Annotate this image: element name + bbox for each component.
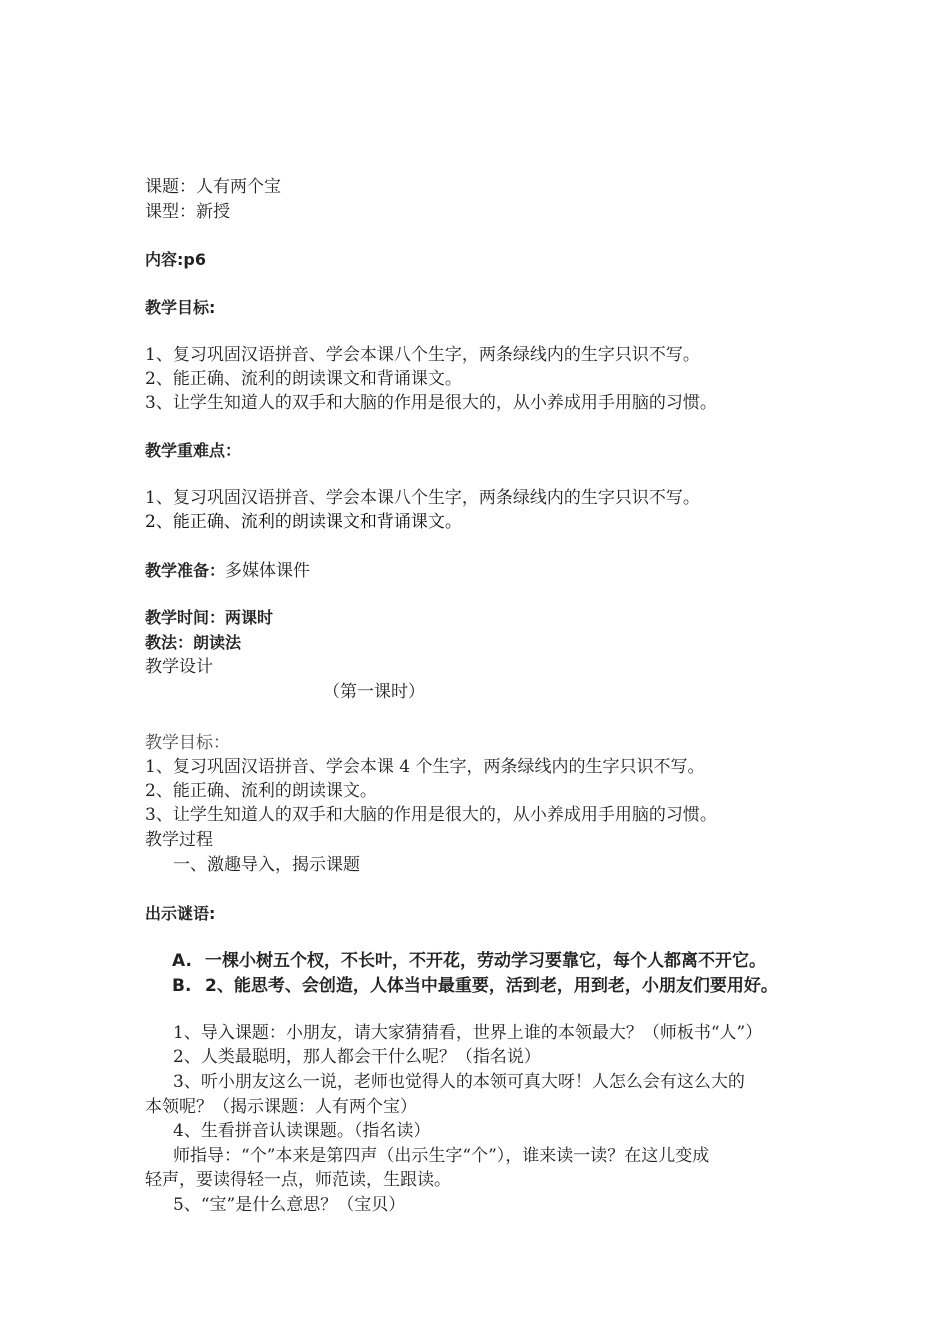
process-line: 1、导入课题：小朋友，请大家猜猜看，世界上谁的本领最大？（师板书“人”） — [173, 1023, 763, 1043]
goals-heading: 教学目标: — [145, 298, 216, 317]
method-line: 教法：朗读法 — [145, 633, 242, 652]
time-line: 教学时间：两课时 — [145, 608, 274, 627]
process-line: 3、听小朋友这么一说，老师也觉得人的本领可真大呀！人怎么会有这么大的 — [173, 1072, 745, 1092]
process-line: 2、人类最聪明，那人都会干什么呢？（指名说） — [173, 1047, 541, 1067]
content-line: 内容:p6 — [145, 250, 206, 269]
lesson-type-line: 课型：新授 — [145, 202, 230, 222]
riddle-marker: B. — [172, 976, 192, 996]
process-line: 师指导：“个”本来是第四声（出示生字“个”），谁来读一读？在这儿变成 — [173, 1146, 710, 1166]
period-label: （第一课时） — [323, 682, 425, 702]
design-goals-heading: 教学目标： — [145, 733, 230, 753]
process-line: 本领呢？（揭示课题：人有两个宝） — [145, 1097, 417, 1117]
key-point-item: 2、能正确、流利的朗读课文和背诵课文。 — [145, 512, 462, 532]
prep-label: 教学准备： — [145, 561, 226, 580]
riddle-text: 2、能思考、会创造，人体当中最重要，活到老，用到老，小朋友们要用好。 — [205, 976, 778, 996]
process-line: 轻声，要读得轻一点，师范读，生跟读。 — [145, 1170, 451, 1190]
riddle-marker: A. — [172, 951, 192, 971]
process-heading: 教学过程 — [145, 830, 213, 850]
riddle-heading: 出示谜语: — [145, 904, 216, 923]
riddle-text: 一棵小树五个杈，不长叶，不开花，劳动学习要靠它，每个人都离不开它。 — [205, 951, 766, 971]
process-line: 5、“宝”是什么意思？（宝贝） — [173, 1195, 406, 1215]
goal-item: 2、能正确、流利的朗读课文和背诵课文。 — [145, 369, 462, 389]
process-step-title: 一、激趣导入，揭示课题 — [173, 855, 360, 875]
design-goal-item: 2、能正确、流利的朗读课文。 — [145, 781, 377, 801]
design-goal-item: 1、复习巩固汉语拼音、学会本课 4 个生字，两条绿线内的生字只识不写。 — [145, 757, 705, 777]
prep-line — [145, 559, 310, 583]
design-heading: 教学设计 — [145, 657, 213, 677]
key-point-item: 1、复习巩固汉语拼音、学会本课八个生字，两条绿线内的生字只识不写。 — [145, 488, 700, 508]
design-goal-item: 3、让学生知道人的双手和大脑的作用是很大的，从小养成用手用脑的习惯。 — [145, 805, 717, 825]
riddle-item — [172, 974, 778, 998]
goal-item: 1、复习巩固汉语拼音、学会本课八个生字，两条绿线内的生字只识不写。 — [145, 345, 700, 365]
prep-value: 多媒体课件 — [225, 561, 311, 581]
goal-item: 3、让学生知道人的双手和大脑的作用是很大的，从小养成用手用脑的习惯。 — [145, 393, 717, 413]
riddle-item — [172, 949, 766, 973]
topic-line: 课题：人有两个宝 — [145, 177, 281, 197]
key-points-heading: 教学重难点： — [145, 441, 242, 460]
process-line: 4、生看拼音认读课题。（指名读） — [173, 1121, 431, 1141]
